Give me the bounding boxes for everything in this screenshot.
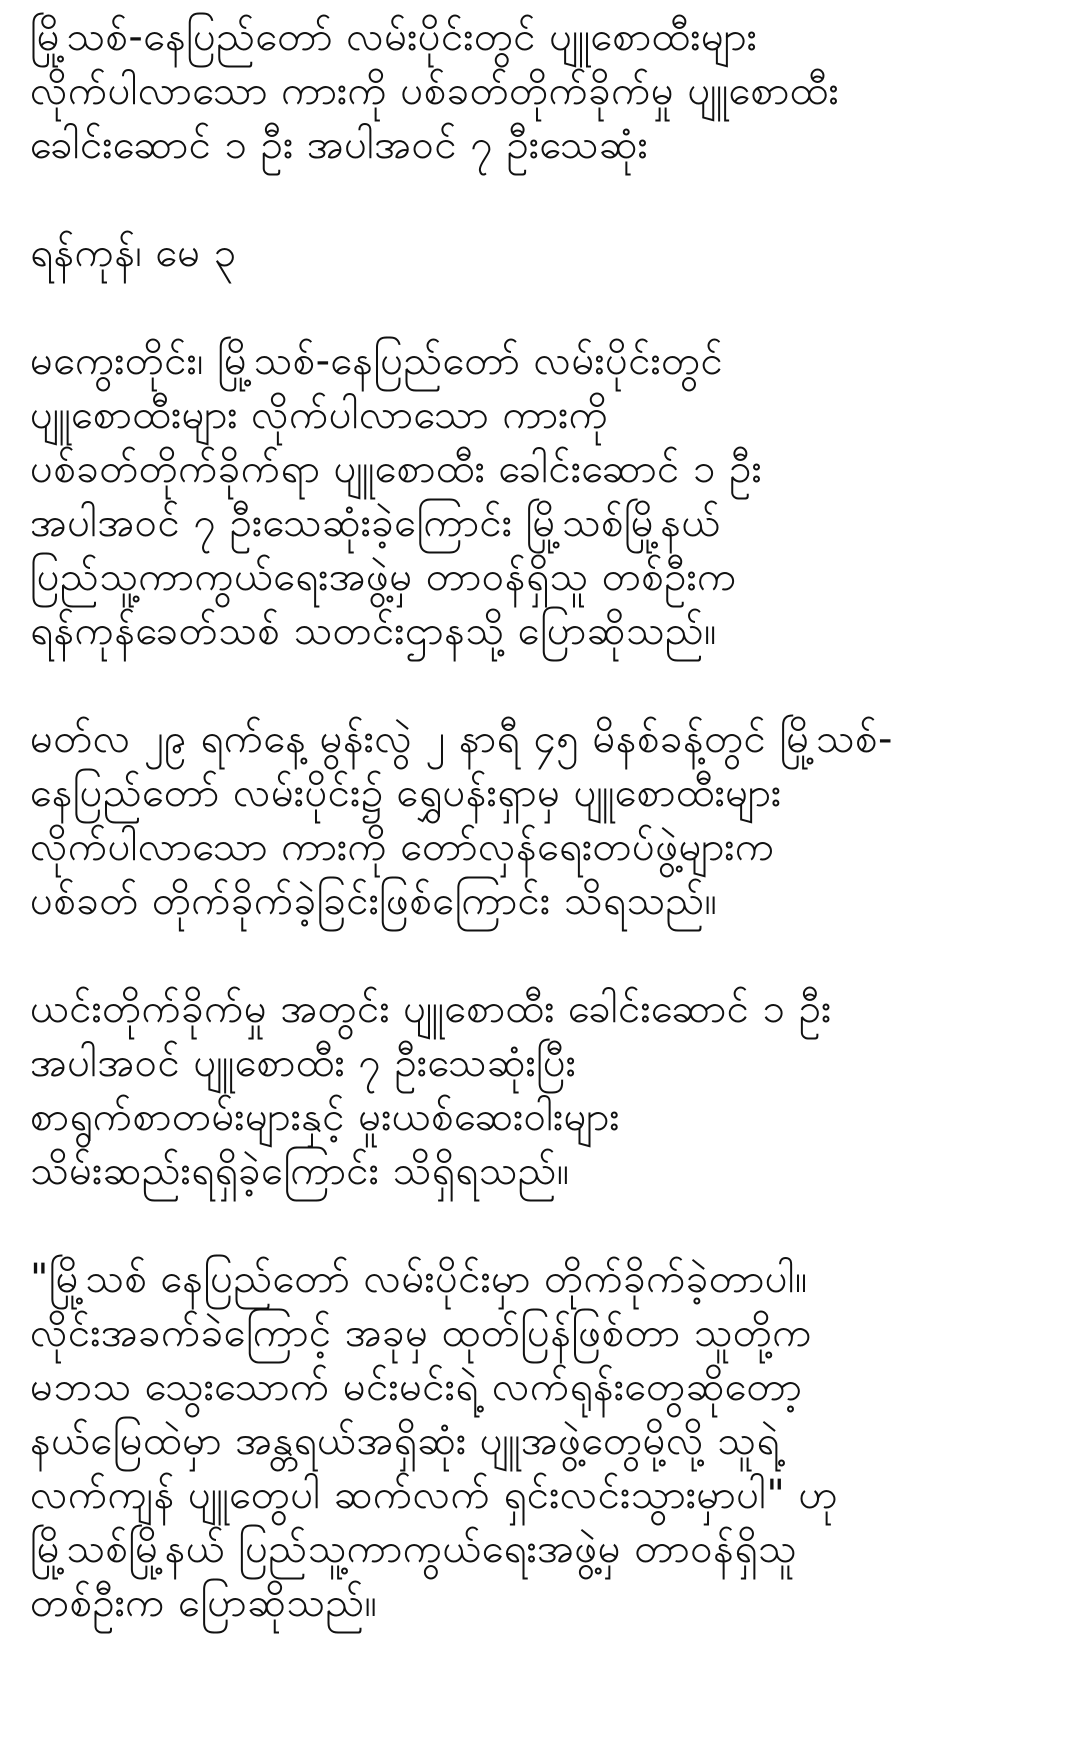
paragraph-line: ပြည်သူ့ကာကွယ်ရေးအဖွဲ့မှ တာဝန်ရှိသူ တစ်ဦးက: [30, 554, 737, 600]
paragraph-4-quote: [30, 1252, 1054, 1630]
headline-line: ခေါင်းဆောင် ၁ ဦး အပါအဝင် ၇ ဦးသေဆုံး: [30, 122, 649, 168]
paragraph-line: ရန်ကုန်ခေတ်သစ် သတင်းဌာနသို့ ပြောဆိုသည်။: [30, 608, 717, 654]
headline: [30, 10, 1054, 172]
paragraph-line: နေပြည်တော် လမ်းပိုင်း၌ ရွှေပန်းရှာမှ ပျူစောထီးများ: [30, 770, 782, 816]
paragraph-2: [30, 712, 1054, 928]
paragraph-line: လိုင်းအခက်ခဲကြောင့် အခုမှ ထုတ်ပြန်ဖြစ်တာ သူတို့က: [30, 1310, 812, 1356]
paragraph-line: ပျူစောထီးများ လိုက်ပါလာသော ကားကို: [30, 392, 609, 438]
paragraph-line: "မြို့သစ် နေပြည်တော် လမ်းပိုင်းမှာ တိုက်ခိုက်ခဲ့တာပါ။: [30, 1256, 808, 1302]
dateline: [30, 226, 1054, 280]
headline-line: လိုက်ပါလာသော ကားကို ပစ်ခတ်တိုက်ခိုက်မှု ပျူစောထီး: [30, 68, 840, 114]
paragraph-line: မကွေးတိုင်း၊ မြို့သစ်-နေပြည်တော် လမ်းပိုင်းတွင်: [30, 338, 724, 384]
paragraph-line: တစ်ဦးက ပြောဆိုသည်။: [30, 1580, 378, 1626]
paragraph-line: နယ်မြေထဲမှာ အန္တရယ်အရှိဆုံး ပျူအဖွဲ့တွေမို့လို့ သူရဲ့: [30, 1418, 780, 1464]
headline-line: မြို့သစ်-နေပြည်တော် လမ်းပိုင်းတွင် ပျူစောထီးများ: [30, 14, 758, 60]
paragraph-line: ပစ်ခတ်တိုက်ခိုက်ရာ ပျူစောထီး ခေါင်းဆောင် ၁ ဦး: [30, 446, 763, 492]
paragraph-3: [30, 982, 1054, 1198]
paragraph-line: အပါအဝင် ၇ ဦးသေဆုံးခဲ့ကြောင်း မြို့သစ်မြို့နယ်: [30, 500, 721, 546]
paragraph-line: ယင်းတိုက်ခိုက်မှု အတွင်း ပျူစောထီး ခေါင်းဆောင် ၁ ဦး: [30, 986, 832, 1032]
paragraph-line: မတ်လ ၂၉ ရက်နေ့ မွန်းလွဲ ၂ နာရီ ၄၅ မိနစ်ခန့်တွင် မြို့သစ်-: [30, 716, 893, 762]
paragraph-line: လိုက်ပါလာသော ကားကို တော်လှန်ရေးတပ်ဖွဲ့များက: [30, 824, 775, 870]
dateline-text: ရန်ကုန်၊ မေ ၃: [30, 230, 237, 276]
paragraph-line: သိမ်းဆည်းရရှိခဲ့ကြောင်း သိရှိရသည်။: [30, 1148, 570, 1194]
paragraph-line: စာရွက်စာတမ်းများနှင့် မူးယစ်ဆေးဝါးများ: [30, 1094, 620, 1140]
paragraph-line: ပစ်ခတ် တိုက်ခိုက်ခဲ့ခြင်းဖြစ်ကြောင်း သိရသည်။: [30, 878, 718, 924]
paragraph-line: မဘသ သွေးသောက် မင်းမင်းရဲ့ လက်ရုန်းတွေဆိုတော့: [30, 1364, 803, 1410]
paragraph-line: မြို့သစ်မြို့နယ် ပြည်သူ့ကာကွယ်ရေးအဖွဲ့မှ တာဝန်ရှိသူ: [30, 1526, 798, 1572]
paragraph-1: [30, 334, 1054, 658]
paragraph-line: အပါအဝင် ပျူစောထီး ၇ ဦးသေဆုံးပြီး: [30, 1040, 577, 1086]
paragraph-line: လက်ကျန် ပျူတွေပါ ဆက်လက် ရှင်းလင်းသွားမှာပါ" ဟု: [30, 1472, 839, 1518]
